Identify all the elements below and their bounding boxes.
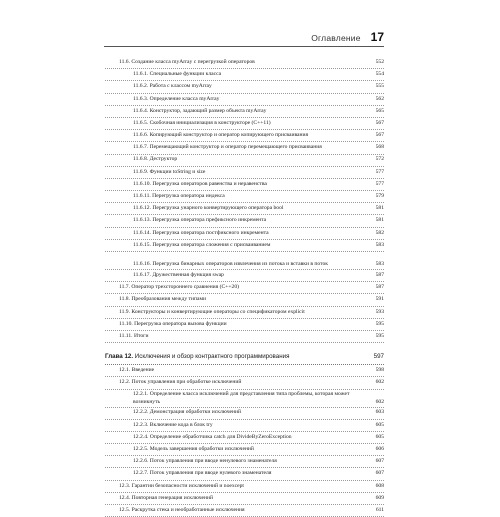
toc-entry-page: 591 [375, 296, 384, 303]
toc-entry-page: 572 [375, 156, 384, 163]
toc-entry-title: 12.2.4. Определение обработчика catch для DivideByZeroException [133, 433, 292, 440]
toc-entry [105, 155, 384, 167]
table-of-contents [105, 57, 384, 517]
toc-entry [105, 444, 384, 456]
toc-entry [105, 365, 384, 377]
toc-entry-title: 12.2.3. Включение кода в блок try [133, 421, 213, 428]
toc-entry-page: 552 [375, 58, 384, 65]
toc-entry-page: 602 [375, 379, 384, 386]
toc-entry [105, 228, 384, 240]
toc-entry-page: 554 [375, 71, 384, 78]
toc-entry [105, 240, 384, 252]
toc-entry-title: 11.6.11. Перегрузка оператора индекса [133, 193, 225, 200]
toc-entry-title: 12.2. Поток управления при обработке исключений [119, 379, 242, 386]
toc-entry [105, 215, 384, 227]
toc-entry-page: 583 [375, 261, 384, 268]
toc-entry-title: 11.6.16. Перегрузка бинарных операторов извлечения из потока и вставки в поток [133, 261, 329, 268]
toc-entry-title: 11.6.5. Скобочная инициализация в конструкторе (C++11) [133, 119, 271, 126]
toc-entry-page: 583 [375, 241, 384, 248]
toc-entry-page: 565 [375, 107, 384, 114]
chapter-heading [105, 350, 384, 365]
toc-entry [105, 408, 384, 420]
toc-entry [105, 377, 384, 389]
toc-entry-page: 581 [375, 217, 384, 224]
toc-entry-title: 11.6.10. Перегрузка операторов равенства и неравенства [133, 180, 267, 187]
toc-entry-page: 567 [375, 119, 384, 126]
toc-entry-title: 11.6.6. Копирующий конструктор и оператор копирующего присваивания [133, 132, 309, 139]
toc-entry-title: 12.5. Раскрутка стека и необработанные исключения [119, 506, 245, 513]
toc-entry-page: 595 [375, 332, 384, 339]
toc-entry-title: 12.2.2. Демонстрация обработки исключений [133, 409, 241, 416]
toc-entry [105, 94, 384, 106]
toc-entry-page: 562 [375, 95, 384, 102]
toc-entry-page: 605 [375, 421, 384, 428]
toc-entry [105, 252, 384, 270]
chapter-title: Исключения и обзор контрактного программирования [134, 353, 290, 361]
toc-section-11 [105, 57, 384, 343]
toc-entry-page: 602 [375, 398, 384, 405]
toc-entry-title: 11.8. Преобразования между типами [119, 296, 206, 303]
toc-entry [105, 270, 384, 282]
toc-entry-page: 595 [375, 320, 384, 327]
toc-entry-page: 606 [375, 446, 384, 453]
toc-entry-page: 555 [375, 83, 384, 90]
toc-entry-title: 11.7. Оператор трехстороннего сравнения (C++20) [119, 284, 240, 291]
toc-entry-title: 11.6.8. Деструктор [133, 156, 178, 163]
toc-entry-page: 605 [375, 433, 384, 440]
toc-section-12 [105, 365, 384, 517]
toc-entry [105, 432, 384, 444]
chapter-page: 597 [373, 353, 384, 361]
toc-entry-title: 11.10. Перегрузка оператора вызова функции [119, 320, 227, 327]
toc-entry-page: 582 [375, 229, 384, 236]
toc-entry-page: 577 [375, 180, 384, 187]
toc-entry-page: 607 [375, 458, 384, 465]
toc-entry-page: 587 [375, 271, 384, 278]
toc-entry [105, 331, 384, 343]
running-head: Оглавление [311, 33, 361, 43]
toc-entry-title: 11.6.7. Перемещающий конструктор и оператор перемещающего присваивания [133, 144, 322, 151]
toc-entry [105, 191, 384, 203]
page-header [311, 30, 384, 44]
toc-entry-page: 567 [375, 132, 384, 139]
toc-entry-title: 12.3. Гарантии безопасности исключений и noexcept [119, 482, 244, 489]
toc-entry-page: 587 [375, 284, 384, 291]
toc-entry [105, 282, 384, 294]
toc-entry-page: 577 [375, 168, 384, 175]
toc-entry-page: 603 [375, 409, 384, 416]
toc-entry-title: 11.6.13. Перегрузка оператора префиксного инкремента [133, 217, 267, 224]
chapter-label: Глава 12. [105, 353, 134, 361]
toc-entry-title: 11.6. Создание класса myArray с перегрузкой операторов [119, 58, 255, 65]
toc-entry-title: 12.4. Повторная генерация исключений [119, 494, 213, 501]
toc-entry-title: 11.6.2. Работа с классом myArray [133, 83, 212, 90]
toc-entry [105, 69, 384, 81]
toc-entry [105, 468, 384, 480]
toc-entry [105, 106, 384, 118]
toc-entry [105, 294, 384, 306]
toc-entry-title: 11.9. Конструкторы и конвертирующие операторы со спецификатором explicit [119, 308, 305, 315]
toc-entry [105, 203, 384, 215]
toc-entry [105, 505, 384, 517]
toc-entry [105, 142, 384, 154]
toc-entry [105, 118, 384, 130]
toc-entry-title: 11.6.9. Функции toString и size [133, 168, 206, 175]
toc-entry-title: 12.2.5. Модель завершения обработки исключений [133, 446, 254, 453]
toc-entry-title: 12.2.6. Поток управления при вводе ненулевого знаменателя [133, 458, 277, 465]
toc-entry [105, 81, 384, 93]
toc-entry-title: 11.6.15. Перегрузка оператора сложения с присваиванием [133, 241, 271, 248]
toc-entry [105, 179, 384, 191]
toc-entry [105, 130, 384, 142]
header-rule [104, 46, 384, 47]
toc-entry-page: 611 [375, 506, 384, 513]
toc-entry-page: 581 [375, 205, 384, 212]
toc-entry-page: 593 [375, 308, 384, 315]
toc-entry-title: 11.11. Итоги [119, 332, 149, 339]
toc-entry-title: 11.6.4. Конструктор, задающий размер объекта myArray [133, 107, 267, 114]
toc-entry-page: 568 [375, 144, 384, 151]
toc-entry-title: 11.6.14. Перегрузка оператора постфиксного инкремента [133, 229, 269, 236]
page-number: 17 [370, 30, 384, 44]
toc-entry-title: 11.6.1. Специальные функции класса [133, 71, 222, 78]
toc-entry-title: 11.6.3. Определение класса myArray [133, 95, 220, 102]
toc-entry [105, 319, 384, 331]
toc-entry [105, 456, 384, 468]
toc-entry [105, 307, 384, 319]
toc-entry-page: 607 [375, 470, 384, 477]
toc-entry [105, 167, 384, 179]
toc-entry-title: 12.1. Введение [119, 367, 155, 374]
toc-entry-title: 12.2.1. Определение класса исключений для представления типа проблемы, которая может возникнуть [133, 391, 350, 405]
toc-entry [105, 390, 384, 408]
toc-entry [105, 481, 384, 493]
toc-entry-page: 609 [375, 494, 384, 501]
toc-entry-page: 608 [375, 482, 384, 489]
toc-entry-title: 11.6.17. Дружественная функция swap [133, 271, 224, 278]
toc-entry-title: 12.2.7. Поток управления при вводе нулевого знаменателя [133, 470, 272, 477]
toc-entry [105, 493, 384, 505]
toc-entry-page: 598 [375, 367, 384, 374]
toc-entry [105, 420, 384, 432]
toc-entry-page: 579 [375, 193, 384, 200]
toc-entry-title: 11.6.12. Перегрузка унарного конвертирующего оператора bool [133, 205, 284, 212]
toc-entry [105, 57, 384, 69]
